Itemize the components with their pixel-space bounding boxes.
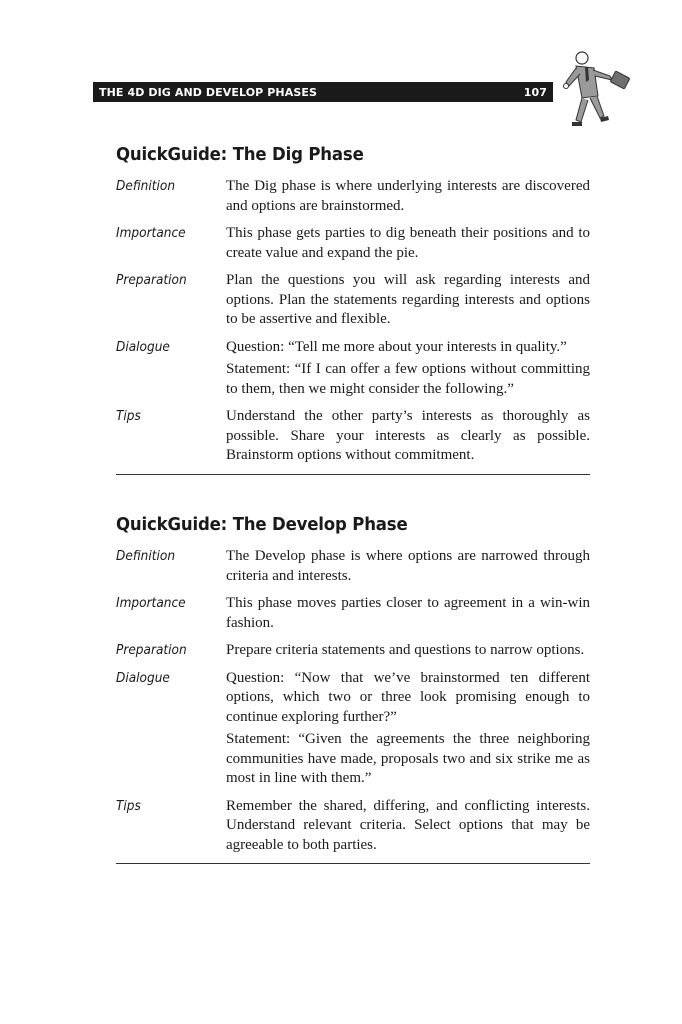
term-description — [226, 338, 590, 403]
term-description — [226, 797, 590, 859]
term-label: Preparation — [116, 272, 187, 288]
paragraph: Remember the shared, differing, and conflicting interests. Understand relevant criteria. Select options that may be agreeable to both parties. — [226, 797, 590, 853]
term-description — [226, 224, 590, 266]
term-label: Importance — [116, 225, 186, 241]
section-divider — [116, 863, 590, 864]
dialogue-row — [116, 338, 590, 403]
term-label: Dialogue — [116, 669, 170, 686]
quickguide-develop-phase — [116, 514, 590, 864]
paragraph: Question: “Tell me more about your interests in quality.” — [226, 338, 567, 355]
paragraph: Understand the other party’s interests as thoroughly as possible. Share your interests as clearly as possible. Brainstorm options without commitment. — [226, 408, 590, 463]
term-description — [226, 669, 590, 792]
term-label: Tips — [116, 797, 141, 814]
paragraph: This phase moves parties closer to agreement in a win-win fashion. — [226, 595, 590, 631]
section-title: QuickGuide: The Dig Phase — [116, 144, 364, 165]
term-label: Importance — [116, 595, 186, 611]
preparation-row — [116, 641, 590, 664]
term-description — [226, 547, 590, 589]
term-description — [226, 177, 590, 219]
term-description — [226, 407, 590, 469]
term-label: Dialogue — [116, 338, 170, 355]
term-description — [226, 271, 590, 333]
definition-row — [116, 547, 590, 589]
section-title: QuickGuide: The Develop Phase — [116, 514, 408, 535]
paragraph: The Dig phase is where underlying interests are discovered and options are brainstormed. — [226, 178, 590, 214]
paragraph: Statement: “If I can offer a few options without committing to them, then we might consider the following.” — [226, 361, 590, 397]
dialogue-row — [116, 669, 590, 792]
running-header-title: THE 4D DIG AND DEVELOP PHASES — [99, 85, 318, 99]
section-divider — [116, 474, 590, 475]
term-label: Preparation — [116, 642, 187, 658]
importance-row — [116, 224, 590, 266]
term-label: Tips — [116, 408, 141, 424]
term-label: Definition — [116, 548, 176, 564]
term-description — [226, 641, 590, 664]
paragraph: Prepare criteria statements and questions to narrow options. — [226, 642, 585, 658]
paragraph: This phase gets parties to dig beneath their positions and to create value and expand the pie. — [226, 225, 590, 261]
definition-row — [116, 177, 590, 219]
paragraph: The Develop phase is where options are narrowed through criteria and interests. — [226, 548, 590, 584]
page-number: 107 — [523, 85, 547, 99]
tips-row — [116, 797, 590, 859]
term-description — [226, 594, 590, 636]
paragraph: Question: “Now that we’ve brainstormed ten different options, which two or three look promising enough to continue exploring further?” — [226, 669, 590, 725]
running-header — [93, 82, 553, 102]
importance-row — [116, 594, 590, 636]
paragraph: Plan the questions you will ask regarding interests and options. Plan the statements regarding interests and options to be assertive and flexible. — [226, 272, 590, 327]
term-label: Definition — [116, 178, 176, 194]
tips-row — [116, 407, 590, 469]
quickguide-dig-phase — [116, 144, 590, 475]
preparation-row — [116, 271, 590, 333]
businessman-with-briefcase-icon — [560, 46, 640, 136]
paragraph: Statement: “Given the agreements the three neighboring communities have made, proposals two and six strike me as most in line with them.” — [226, 731, 590, 786]
